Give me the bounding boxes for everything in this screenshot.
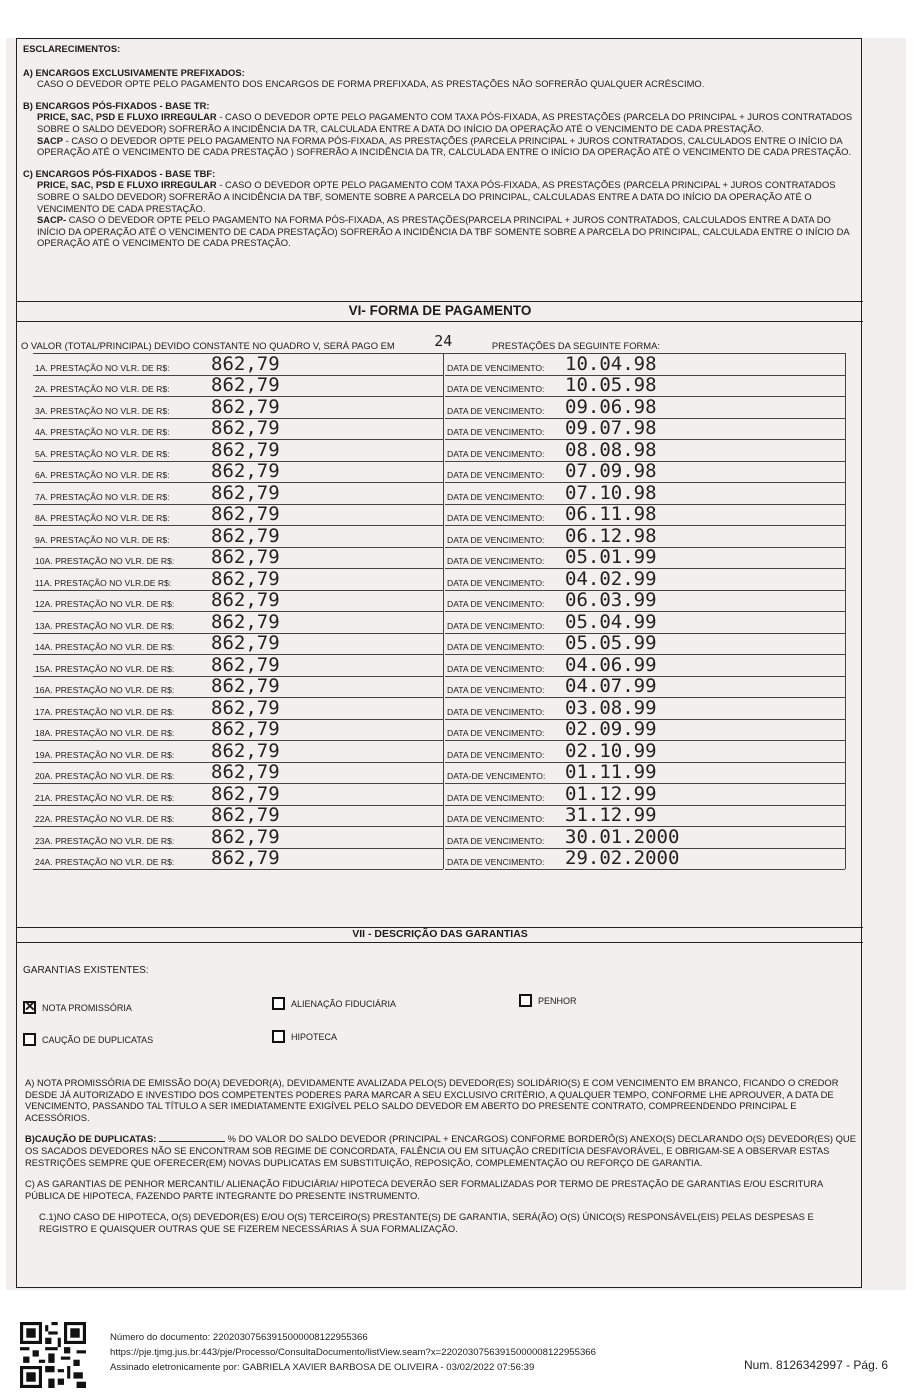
- divider: [17, 321, 863, 322]
- installment-label: 17A. PRESTAÇÃO NO VLR. DE R$:: [35, 706, 175, 717]
- installment-amount: 862,79: [211, 632, 280, 654]
- document-page: [6, 38, 906, 1290]
- due-date: 30.01.2000: [565, 825, 680, 848]
- due-date: 29.02.2000: [565, 847, 680, 869]
- installment-label: 6A. PRESTAÇÃO NO VLR. DE R$:: [35, 470, 170, 480]
- date-cell: [445, 719, 845, 742]
- installment-label: 8A. PRESTAÇÃO NO VLR. DE R$:: [35, 513, 170, 523]
- due-date: 05.04.99: [565, 610, 657, 633]
- installment-amount: 862,79: [211, 825, 280, 848]
- section-b-price: [23, 111, 859, 134]
- installment-label: 20A. PRESTAÇÃO NO VLR. DE R$:: [35, 771, 175, 781]
- section-c-sacp: [23, 214, 859, 249]
- due-date-label: DATA DE VENCIMENTO:: [447, 362, 545, 373]
- garantias-existentes-label: GARANTIAS EXISTENTES:: [23, 965, 149, 976]
- b-sacp-label: SACP: [37, 134, 64, 146]
- qr-code-icon: [20, 1322, 86, 1388]
- installment-label: 1A. PRESTAÇÃO NO VLR. DE R$:: [35, 362, 170, 373]
- clause-a: A) NOTA PROMISSÓRIA DE EMISSÃO DO(A) DEVEDOR(A), DEVIDAMENTE AVALIZADA PELO(S) DEVEDOR(ES) SOLIDÁRIO(S) E COM VENCIMENTO EM BRANCO, FICANDO O CREDOR DESDE JÁ AUTORIZADO E INVESTIDO DOS COMPETENTES PODERES PARA MARCAR A SEU EXCLUSIVO CRITÉRIO, A QUALQUER TEMPO, CONFORME LHE APROUVER, A DATA DE VENCIMENTO, PASSANDO TAL TÍTULO A SER IMEDIATAMENTE EXIGÍVEL PELO SALDO DEVEDOR EM ABERTO DO PRESENTE CONTRATO, COMPREENDENDO PRINCIPAL E ACESSÓRIOS.: [25, 1077, 839, 1123]
- amount-cell: [33, 848, 443, 871]
- table-right-border: [845, 353, 846, 869]
- signature-line: Assinado eletronicamente por: GABRIELA XAVIER BARBOSA DE OLIVEIRA - 03/02/2022 07:56:39: [110, 1362, 535, 1373]
- date-cell: [445, 568, 845, 591]
- date-cell: [445, 676, 845, 699]
- due-date: 10.04.98: [565, 352, 657, 375]
- section-a-title: A) ENCARGOS EXCLUSIVAMENTE PREFIXADOS:: [23, 66, 245, 78]
- due-date: 02.10.99: [565, 739, 657, 762]
- due-date: 07.10.98: [565, 481, 657, 504]
- due-date-label: DATA DE VENCIMENTO:: [447, 491, 545, 502]
- date-cell: [445, 375, 845, 398]
- option-label: CAUÇÃO DE DUPLICATAS: [42, 1034, 154, 1045]
- due-date-label: DATA DE VENCIMENTO:: [447, 857, 545, 867]
- checkbox-icon[interactable]: [519, 994, 532, 1007]
- amount-cell: [33, 396, 443, 419]
- date-cell: [445, 654, 845, 677]
- due-date: 04.07.99: [565, 675, 657, 697]
- amount-cell: [33, 504, 443, 527]
- due-date-label: DATA DE VENCIMENTO:: [447, 814, 545, 824]
- amount-cell: [33, 568, 443, 591]
- option-hipoteca[interactable]: [272, 1030, 337, 1043]
- installment-label: 11A. PRESTAÇÃO NO VLR.DE R$:: [35, 577, 172, 588]
- section-c-price: [23, 179, 859, 214]
- section-a-text: CASO O DEVEDOR OPTE PELO PAGAMENTO DOS ENCARGOS DE FORMA PREFIXADA, AS PRESTAÇÕES NÃO SOFRERÃO QUALQUER ACRÉSCIMO.: [37, 78, 705, 90]
- b-sacp-text: - CASO O DEVEDOR OPTE PELO PAGAMENTO NA FORMA PÓS-FIXADA, AS PRESTAÇÕES (PARCELA PRINCIPAL + JUROS CONTRATADOS, CALCULADOS ENTRE O INÍCIO DA OPERAÇÃO ATÉ O VENCIMENTO DE CADA PRESTAÇÃO ) SOFRERÃO A INCIDÊNCIA DA TR, CALCULADA ENTRE O INÍCIO DA OPERAÇÃO ATÉ O VENCIMENTO DE CADA PRESTAÇÃO.: [37, 134, 852, 158]
- installment-amount: 862,79: [211, 460, 280, 482]
- installment-amount: 862,79: [211, 481, 280, 504]
- due-date-label: DATA DE VENCIMENTO:: [447, 663, 545, 674]
- amount-cell: [33, 439, 443, 462]
- amount-cell: [33, 762, 443, 785]
- c-price-text: - CASO O DEVEDOR OPTE PELO PAGAMENTO COM TAXA PÓS-FIXADA, AS PRESTAÇÕES (PARCELA PRINCIPAL + JUROS CONTRATADOS SOBRE O SALDO DEVEDOR) SOFRERÃO A INCIDÊNCIA DA TBF, SOMENTE SOBRE A PARCELA DO PRINCIPAL, CALCULADAS ENTRE A DATA DO INÍCIO DA OPERAÇÃO ATÉ O VENCIMENTO DE CADA PRESTAÇÃO.: [37, 179, 836, 214]
- due-date: 06.11.98: [565, 503, 657, 525]
- installment-label: 3A. PRESTAÇÃO NO VLR. DE R$:: [35, 405, 170, 416]
- installment-label: 18A. PRESTAÇÃO NO VLR. DE R$:: [35, 728, 175, 738]
- option-label: NOTA PROMISSÓRIA: [42, 1002, 132, 1013]
- footer: [0, 1296, 914, 1400]
- due-date: 02.09.99: [565, 718, 657, 740]
- installment-label: 10A. PRESTAÇÃO NO VLR. DE R$:: [35, 556, 175, 566]
- c-price-label: PRICE, SAC, PSD E FLUXO IRREGULAR: [37, 179, 217, 191]
- intro-before: O VALOR (TOTAL/PRINCIPAL) DEVIDO CONSTANTE NO QUADRO V, SERÁ PAGO EM: [21, 340, 395, 351]
- installment-amount: 862,79: [211, 718, 280, 740]
- amount-cell: [33, 676, 443, 699]
- page-number: Num. 8126342997 - Pág. 6: [744, 1358, 889, 1372]
- checkbox-icon[interactable]: [272, 997, 285, 1010]
- due-date: 06.03.99: [565, 589, 657, 611]
- table-top-border: [33, 353, 845, 354]
- date-cell: [445, 848, 845, 871]
- date-cell: [445, 396, 845, 419]
- date-cell: [445, 504, 845, 527]
- installment-amount: 862,79: [211, 610, 280, 633]
- amount-cell: [33, 525, 443, 548]
- installment-label: 12A. PRESTAÇÃO NO VLR. DE R$:: [35, 599, 175, 609]
- due-date: 07.09.98: [565, 460, 657, 482]
- date-cell: [445, 826, 845, 849]
- c-sacp-text: CASO O DEVEDOR OPTE PELO PAGAMENTO NA FORMA PÓS-FIXADA, AS PRESTAÇÕES(PARCELA PRINCIPAL + JUROS CONTRATADOS, CALCULADOS ENTRE A DATA DO INÍCIO DA OPERAÇÃO ATÉ O VENCIMENTO DE CADA PRESTAÇÃO) SOFRERÃO A INCIDÊNCIA DA TBF SOMENTE SOBRE A PARCELA DO PRINCIPAL, CALCULADA ENTRE O INÍCIO DA OPERAÇÃO ATÉ O VENCIMENTO DE CADA PRESTAÇÃO.: [37, 214, 850, 249]
- installment-label: 2A. PRESTAÇÃO NO VLR. DE R$:: [35, 384, 170, 394]
- installment-label: 4A. PRESTAÇÃO NO VLR. DE R$:: [35, 427, 170, 437]
- installment-label: 5A. PRESTAÇÃO NO VLR. DE R$:: [35, 448, 170, 459]
- divider: [17, 942, 863, 943]
- date-cell: [445, 590, 845, 613]
- installment-amount: 862,79: [211, 395, 280, 418]
- checkbox-checked-icon[interactable]: [23, 1001, 36, 1014]
- option-label: PENHOR: [538, 995, 577, 1006]
- due-date-label: DATA DE VENCIMENTO:: [447, 728, 545, 738]
- due-date-label: DATA DE VENCIMENTO:: [447, 620, 545, 631]
- doc-number: Número do documento: 22020307563915000008122955366: [110, 1332, 368, 1343]
- installment-label: 22A. PRESTAÇÃO NO VLR. DE R$:: [35, 814, 175, 824]
- doc-url[interactable]: https://pje.tjmg.jus.br:443/pje/Processo/ConsultaDocumento/listView.seam?x=22020307563915000008122955366: [110, 1347, 596, 1358]
- divider: [17, 301, 863, 302]
- due-date: 04.06.99: [565, 653, 657, 676]
- installments-count-field: [397, 332, 489, 354]
- checkbox-icon[interactable]: [272, 1030, 285, 1043]
- installment-label: 23A. PRESTAÇÃO NO VLR. DE R$:: [35, 835, 175, 846]
- installment-amount: 862,79: [211, 546, 280, 568]
- due-date-label: DATA-DE VENCIMENTO:: [447, 771, 546, 781]
- c-sacp-label: SACP-: [37, 214, 67, 226]
- option-penhor[interactable]: [519, 994, 577, 1007]
- due-date: 05.01.99: [565, 546, 657, 568]
- installment-amount: 862,79: [211, 675, 280, 697]
- amount-cell: [33, 697, 443, 720]
- installment-amount: 862,79: [211, 374, 280, 396]
- amount-cell: [33, 654, 443, 677]
- installment-amount: 862,79: [211, 524, 280, 547]
- date-cell: [445, 697, 845, 720]
- due-date: 10.05.98: [565, 374, 657, 396]
- due-date-label: DATA DE VENCIMENTO:: [447, 405, 545, 416]
- due-date-label: DATA DE VENCIMENTO:: [447, 556, 545, 566]
- installment-amount: 862,79: [211, 567, 280, 590]
- due-date-label: DATA DE VENCIMENTO:: [447, 534, 545, 545]
- due-date: 05.05.99: [565, 632, 657, 654]
- installment-label: 16A. PRESTAÇÃO NO VLR. DE R$:: [35, 685, 175, 695]
- amount-cell: [33, 611, 443, 634]
- date-cell: [445, 740, 845, 763]
- esclarecimentos-section: [23, 43, 859, 249]
- date-cell: [445, 525, 845, 548]
- installment-amount: 862,79: [211, 847, 280, 869]
- installment-label: 19A. PRESTAÇÃO NO VLR. DE R$:: [35, 749, 175, 760]
- due-date-label: DATA DE VENCIMENTO:: [447, 792, 545, 803]
- amount-cell: [33, 740, 443, 763]
- due-date-label: DATA DE VENCIMENTO:: [447, 470, 545, 480]
- installments-table: [33, 353, 853, 869]
- installment-label: 15A. PRESTAÇÃO NO VLR. DE R$:: [35, 663, 175, 674]
- due-date: 01.12.99: [565, 782, 657, 805]
- footer-text: [110, 1330, 596, 1375]
- option-label: ALIENAÇÃO FIDUCIÁRIA: [291, 998, 397, 1009]
- date-cell: [445, 611, 845, 634]
- amount-cell: [33, 353, 443, 376]
- due-date-label: DATA DE VENCIMENTO:: [447, 685, 545, 695]
- amount-cell: [33, 719, 443, 742]
- due-date-label: DATA DE VENCIMENTO:: [447, 835, 545, 846]
- due-date: 01.11.99: [565, 761, 657, 783]
- forma-pagamento-title: VI- FORMA DE PAGAMENTO: [348, 303, 532, 318]
- date-cell: [445, 783, 845, 806]
- payment-intro: [21, 332, 660, 354]
- installment-amount: 862,79: [211, 696, 280, 719]
- garantias-clauses: [25, 1077, 857, 1235]
- garantias-title: VII - DESCRIÇÃO DAS GARANTIAS: [352, 928, 528, 940]
- amount-cell: [33, 783, 443, 806]
- due-date: 09.06.98: [565, 395, 657, 418]
- clause-c1: C.1)NO CASO DE HIPOTECA, O(S) DEVEDOR(ES) E/OU O(S) TERCEIRO(S) PRESTANTE(S) DE GARANTIA, SERÁ(ÃO) O(S) ÚNICO(S) RESPONSÁVEL(EIS) PELAS DESPESAS E REGISTRO E QUAISQUER OUTRAS QUE SE FIZEREM NECESSÁRIAS À SUA FORMALIZAÇÃO.: [39, 1211, 814, 1234]
- due-date-label: DATA DE VENCIMENTO:: [447, 599, 545, 609]
- b-price-label: PRICE, SAC, PSD E FLUXO IRREGULAR: [37, 111, 217, 123]
- date-cell: [445, 482, 845, 505]
- date-cell: [445, 439, 845, 462]
- clause-b-label: B)CAUÇÃO DE DUPLICATAS:: [25, 1133, 157, 1145]
- installment-amount: 862,79: [211, 804, 280, 826]
- date-cell: [445, 762, 845, 785]
- column-divider: [443, 353, 444, 869]
- option-label: HIPOTECA: [291, 1031, 338, 1042]
- date-cell: [445, 418, 845, 441]
- option-nota-promissoria[interactable]: [23, 1001, 132, 1014]
- due-date-label: DATA DE VENCIMENTO:: [447, 749, 545, 760]
- amount-cell: [33, 805, 443, 828]
- date-cell: [445, 633, 845, 656]
- date-cell: [445, 547, 845, 570]
- due-date: 09.07.98: [565, 417, 657, 439]
- due-date-label: DATA DE VENCIMENTO:: [447, 513, 545, 523]
- esclarecimentos-title: ESCLARECIMENTOS:: [23, 43, 121, 54]
- date-cell: [445, 805, 845, 828]
- due-date: 31.12.99: [565, 804, 657, 826]
- installment-amount: 862,79: [211, 739, 280, 762]
- amount-cell: [33, 461, 443, 484]
- installment-amount: 862,79: [211, 761, 280, 783]
- installment-label: 7A. PRESTAÇÃO NO VLR. DE R$:: [35, 491, 170, 502]
- installment-label: 14A. PRESTAÇÃO NO VLR. DE R$:: [35, 642, 175, 652]
- installment-amount: 862,79: [211, 589, 280, 611]
- due-date-label: DATA DE VENCIMENTO:: [447, 706, 545, 717]
- section-b-title: B) ENCARGOS PÓS-FIXADOS - BASE TR:: [23, 99, 210, 111]
- due-date-label: DATA DE VENCIMENTO:: [447, 448, 545, 459]
- installment-amount: 862,79: [211, 782, 280, 805]
- installment-label: 21A. PRESTAÇÃO NO VLR. DE R$:: [35, 792, 175, 803]
- amount-cell: [33, 590, 443, 613]
- due-date-label: DATA DE VENCIMENTO:: [447, 642, 545, 652]
- intro-after: PRESTAÇÕES DA SEGUINTE FORMA:: [491, 340, 660, 351]
- option-caucao-duplicatas[interactable]: [23, 1033, 153, 1046]
- installment-amount: 862,79: [211, 503, 280, 525]
- due-date-label: DATA DE VENCIMENTO:: [447, 384, 545, 394]
- installment-label: 9A. PRESTAÇÃO NO VLR. DE R$:: [35, 534, 170, 545]
- b-price-text: - CASO O DEVEDOR OPTE PELO PAGAMENTO COM TAXA PÓS-FIXADA, AS PRESTAÇÕES (PARCELA DO PRINCIPAL + JUROS CONTRATADOS SOBRE O SALDO DEVEDOR) SOFRERÃO A INCIDÊNCIA DA TR, CALCULADA ENTRE A DATA DO INÍCIO DA OPERAÇÃO ATÉ O VENCIMENTO DE CADA PRESTAÇÃO.: [37, 111, 853, 134]
- section-b-sacp: [23, 135, 859, 158]
- clause-c: C) AS GARANTIAS DE PENHOR MERCANTIL/ ALIENAÇÃO FIDUCIÁRIA/ HIPOTECA DEVERÃO SER FORMALIZADAS POR TERMO DE PRESTAÇÃO DE GARANTIAS E/OU ESCRITURA PÚBLICA DE HIPOTECA, FAZENDO PARTE INTEGRANTE DO PRESENTE INSTRUMENTO.: [25, 1178, 823, 1201]
- due-date-label: DATA DE VENCIMENTO:: [447, 577, 545, 588]
- date-cell: [445, 461, 845, 484]
- amount-cell: [33, 547, 443, 570]
- amount-cell: [33, 375, 443, 398]
- installment-amount: 862,79: [211, 653, 280, 676]
- installments-count: 24: [434, 332, 453, 350]
- due-date: 06.12.98: [565, 524, 657, 547]
- amount-cell: [33, 826, 443, 849]
- percentage-blank: [159, 1141, 225, 1142]
- amount-cell: [33, 482, 443, 505]
- clause-b: [25, 1133, 857, 1168]
- installment-amount: 862,79: [211, 417, 280, 439]
- amount-cell: [33, 418, 443, 441]
- clause-b-text: % DO VALOR DO SALDO DEVEDOR (PRINCIPAL + ENCARGOS) CONFORME BORDERÔ(S) ANEXO(S) DECLARANDO O(S) DEVEDOR(ES) QUE OS SACADOS DEVEDORES NÃO SE ENCONTRAM SOB REGIME DE CONCORDATA, FALÊNCIA OU EM SITUAÇÃO CREDITÍCIA DESFAVORÁVEL, E OBRIGAM-SE A OBSERVAR ESTAS RESTRIÇÕES SEMPRE QUE OFERECER(EM) NOVAS DUPLICATAS EM SUBSTITUIÇÃO, REPOSIÇÃO, COMPLEMENTAÇÃO OU REFORÇO DE GARANTIA.: [25, 1133, 856, 1168]
- section-c-title: C) ENCARGOS PÓS-FIXADOS - BASE TBF:: [23, 167, 216, 179]
- installment-label: 24A. PRESTAÇÃO NO VLR. DE R$:: [35, 857, 175, 867]
- date-cell: [445, 353, 845, 376]
- installment-amount: 862,79: [211, 352, 280, 375]
- due-date: 04.02.99: [565, 567, 657, 590]
- due-date: 08.08.98: [565, 438, 657, 461]
- installment-amount: 862,79: [211, 438, 280, 461]
- option-alienacao-fiduciaria[interactable]: [272, 997, 396, 1010]
- due-date-label: DATA DE VENCIMENTO:: [447, 427, 545, 437]
- amount-cell: [33, 633, 443, 656]
- checkbox-icon[interactable]: [23, 1033, 36, 1046]
- page-frame: [16, 38, 862, 1288]
- due-date: 03.08.99: [565, 696, 657, 719]
- installment-label: 13A. PRESTAÇÃO NO VLR. DE R$:: [35, 620, 175, 631]
